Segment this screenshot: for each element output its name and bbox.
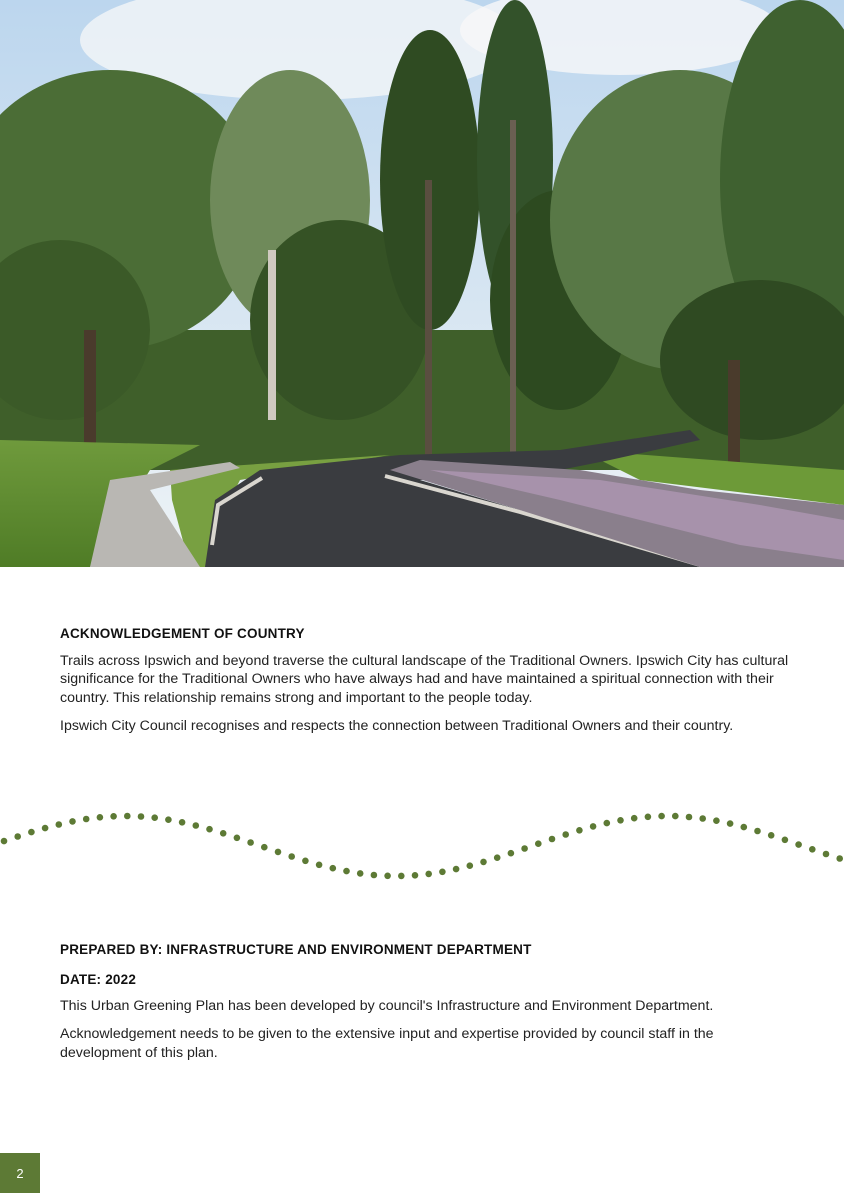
wave-dot (809, 846, 816, 853)
wave-dot (14, 833, 21, 840)
wave-dot (727, 820, 734, 827)
wave-dot (1, 838, 8, 845)
wave-dot (261, 844, 268, 851)
wave-dot (138, 813, 145, 820)
prepared-section (60, 942, 790, 1062)
wave-dot (658, 813, 665, 820)
dotted-wave-divider (0, 790, 844, 890)
wave-dot (97, 814, 104, 821)
wave-dot (562, 831, 569, 838)
wave-dot (193, 822, 200, 829)
wave-dot (371, 872, 378, 879)
acknowledgement-heading: ACKNOWLEDGEMENT OF COUNTRY (60, 626, 305, 641)
wave-dot (795, 841, 802, 848)
wave-dot (56, 821, 63, 828)
wave-dot (302, 858, 309, 865)
wave-dot (782, 837, 789, 844)
wave-dot (124, 813, 131, 820)
wave-dot (672, 813, 679, 820)
wave-dot (535, 840, 542, 847)
wave-dot (179, 819, 186, 826)
wave-dot (412, 872, 419, 879)
wave-dot (604, 820, 611, 827)
wave-dot (42, 825, 49, 832)
wave-dot (823, 851, 830, 858)
wave-dot (330, 865, 337, 872)
wave-dot (480, 859, 487, 866)
wave-dot (343, 868, 350, 875)
wave-dot (275, 849, 282, 856)
wave-dot (836, 855, 843, 862)
acknowledgement-paragraph: Trails across Ipswich and beyond traverse the cultural landscape of the Traditional Owners. Ipswich City has cultural significance for the Traditional Owners who have always had and have maintained a spiritual connection with their country. This relationship remains strong and important to the people today. (60, 653, 789, 706)
wave-dot (686, 814, 693, 821)
wave-dot (590, 823, 597, 830)
wave-dot (549, 836, 556, 843)
wave-dot (741, 824, 748, 831)
wave-dot (384, 873, 391, 880)
wave-dot (754, 828, 761, 835)
wave-dot (83, 816, 90, 823)
wave-dot (617, 817, 624, 824)
prepared-by-heading: PREPARED BY: INFRASTRUCTURE AND ENVIRONMENT DEPARTMENT (60, 942, 532, 957)
wave-dot (288, 853, 295, 860)
wave-dot (521, 845, 528, 852)
wave-dot (357, 870, 364, 877)
wave-dot (439, 869, 446, 876)
prepared-paragraph: Acknowledgement needs to be given to the extensive input and expertise provided by council staff in the development of this plan. (60, 1026, 714, 1061)
wave-dot (699, 815, 706, 822)
wave-dot (28, 829, 35, 836)
hero-photo (0, 0, 844, 567)
wave-dot (768, 832, 775, 839)
prepared-paragraph: This Urban Greening Plan has been developed by council's Infrastructure and Environment Department. (60, 998, 714, 1014)
wave-dot (234, 835, 241, 842)
wave-dot (508, 850, 515, 857)
wave-dot (206, 826, 213, 833)
wave-dot (398, 873, 405, 880)
date-heading: DATE: 2022 (60, 972, 137, 987)
wave-dot (110, 813, 117, 820)
wave-dot (645, 814, 652, 821)
wave-dot (467, 862, 474, 869)
wave-dot (69, 818, 76, 825)
wave-dot (713, 817, 720, 824)
wave-dot (316, 862, 323, 869)
wave-dot (151, 814, 158, 821)
wave-dot (631, 815, 638, 822)
wave-dot (576, 827, 583, 834)
wave-dot (220, 830, 227, 837)
wave-dot (425, 871, 432, 878)
wave-dot (247, 839, 254, 846)
park-road-illustration (0, 0, 844, 567)
page-number: 2 (0, 1153, 40, 1193)
wave-dot (453, 866, 460, 873)
acknowledgement-section (60, 626, 790, 735)
acknowledgement-paragraph: Ipswich City Council recognises and respects the connection between Traditional Owners and their country. (60, 717, 734, 734)
wave-dot (494, 854, 501, 861)
wave-dot (165, 816, 172, 823)
